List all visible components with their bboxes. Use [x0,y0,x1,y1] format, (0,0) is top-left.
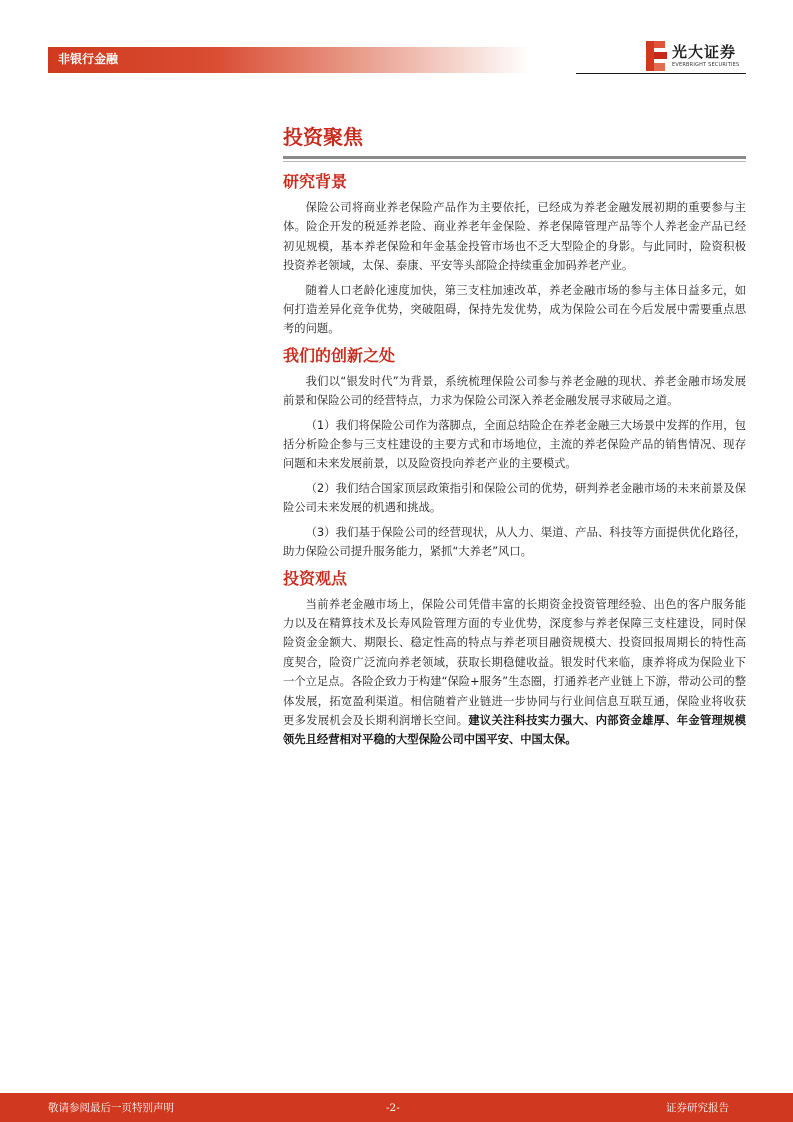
research-background-heading: 研究背景 [283,172,348,191]
innovation-paragraph: 我们以“银发时代”为背景，系统梳理保险公司参与养老金融的现状、养老金融市场发展前景和保险公司的经营特点，力求为保险公司深入养老金融发展寻求破局之道。 [283,374,746,408]
investment-view-text: 当前养老金融市场上，保险公司凭借丰富的长期资金投资管理经验、出色的客户服务能力以及在精算技术及长寿风险管理方面的专业优势，深度参与养老保障三支柱建设，同时保险资金金额大、期限长、稳定性高的特点与养老项目融资规模大、投资回报周期长的特性高度契合，险资广泛流向养老领域，获取长期稳健收益。银发时代来临，康养将成为保险业下一个立足点。各险企致力于构建“保险+服务”生态圈，打通养老产业链上下游，带动公司的整体发展，拓宽盈利渠道。相信随着产业链进一步协同与行业间信息互联互通，保险业将收获更多发展机会及长期利润增长空间。 [283,597,746,727]
header-band [48,47,530,73]
page-title: 投资聚焦 [283,125,363,149]
innovation-point-3: （3）我们基于保险公司的经营现状，从人力、渠道、产品、科技等方面提供优化路径，助力保险公司提升服务能力，紧抓“大养老”风口。 [283,525,746,559]
footer-report-type: 证券研究报告 [666,1102,729,1114]
page-number: -2- [386,1102,400,1114]
logo-chinese-name: 光大证券 [672,43,737,61]
investment-recommendation: 建议关注科技实力强大、内部资金雄厚、年金管理规模领先且经营相对平稳的大型保险公司中国平安、中国太保。 [283,713,746,747]
report-body [283,170,746,755]
innovation-heading: 我们的创新之处 [283,345,396,365]
logo-english-name: EVERBRIGHT SECURITIES [672,62,740,68]
title-divider-thin [283,161,746,162]
sector-label: 非银行金融 [58,52,119,66]
innovation-point-1: （1）我们将保险公司作为落脚点，全面总结险企在养老金融三大场景中发挥的作用，包括分析险企参与三支柱建设的主要方式和市场地位，主流的养老保险产品的销售情况、现存问题和未来发展前景，以及险资投向养老产业的主要模式。 [283,418,746,471]
research-background-paragraph: 随着人口老龄化速度加快，第三支柱加速改革，养老金融市场的参与主体日益多元，如何打造差异化竞争优势，突破阻碍，保持先发优势，成为保险公司在今后发展中需要重点思考的问题。 [283,283,746,336]
title-divider-thick [283,156,746,159]
everbright-logo [646,41,746,71]
everbright-logo-icon [646,41,667,71]
research-background-paragraph: 保险公司将商业养老保险产品作为主要依托，已经成为养老金融发展初期的重要参与主体。险企开发的税延养老险、商业养老年金保险、养老保障管理产品等个人养老金产品已经初见规模，基本养老保险和年金基金投管市场也不乏大型险企的身影。与此同时，险资积极投资养老领域，太保、泰康、平安等头部险企持续重金加码养老产业。 [283,201,746,273]
investment-view-heading: 投资观点 [283,568,348,588]
header-rule [576,73,746,74]
investment-view-paragraph [283,595,746,750]
innovation-point-2: （2）我们结合国家顶层政策指引和保险公司的优势，研判养老金融市场的未来前景及保险公司未来发展的机遇和挑战。 [283,481,746,515]
footer-disclaimer: 敬请参阅最后一页特别声明 [48,1102,174,1114]
